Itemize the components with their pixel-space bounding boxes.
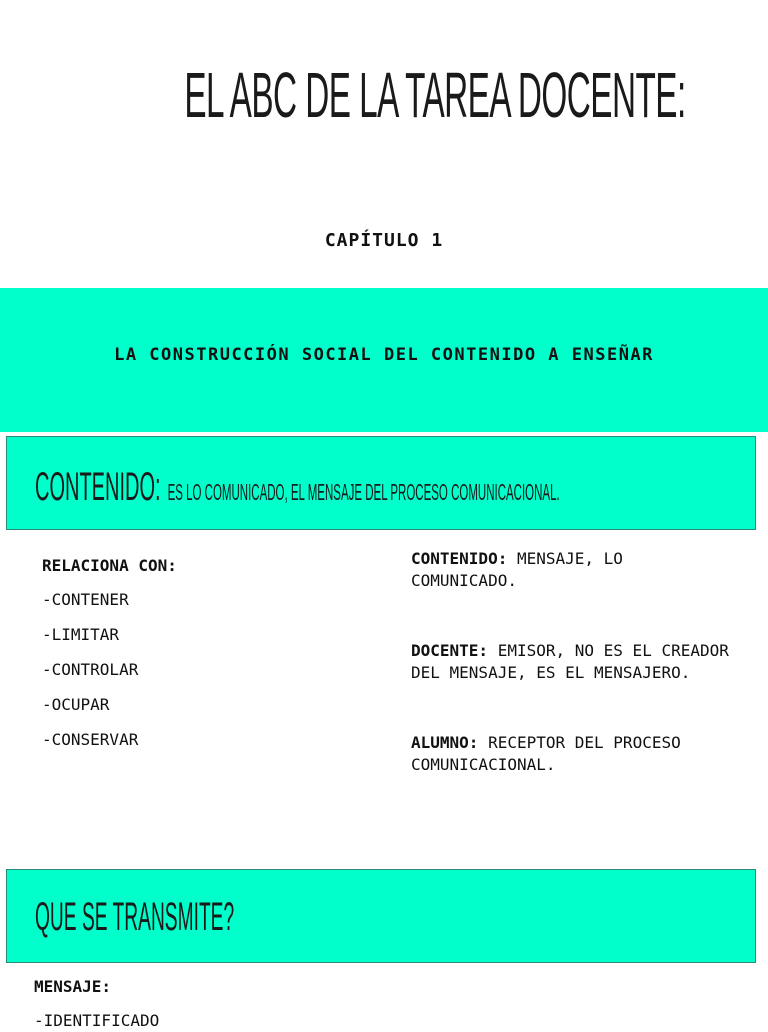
banner-text: LA CONSTRUCCIÓN SOCIAL DEL CONTENIDO A ENSEÑAR xyxy=(114,345,654,365)
section-contenido-title: CONTENIDO: xyxy=(35,465,161,509)
definition-text: EMISOR, NO ES EL CREADOR DEL MENSAJE, ES EL MENSAJERO. xyxy=(411,641,729,682)
relations-heading: RELACIONA CON: xyxy=(42,556,177,575)
definition-text: RECEPTOR DEL PROCESO COMUNICACIONAL. xyxy=(411,733,681,774)
section-contenido-heading xyxy=(35,465,560,510)
definition-text: MENSAJE, LO COMUNICADO. xyxy=(411,549,623,590)
list-item: -CONTENER xyxy=(42,590,129,609)
definition-term: CONTENIDO: xyxy=(411,549,508,568)
list-item: -IDENTIFICADO xyxy=(34,1011,160,1030)
definition-docente xyxy=(411,640,731,684)
section-transmite-title: QUE SE TRANSMITE? xyxy=(35,895,235,939)
list-item: -OCUPAR xyxy=(42,695,110,714)
relations-list xyxy=(42,556,177,765)
chapter-label: CAPÍTULO 1 xyxy=(324,230,444,251)
definition-contenido xyxy=(411,548,731,592)
list-item: -CONSERVAR xyxy=(42,730,139,749)
definition-term: DOCENTE: xyxy=(411,641,489,660)
list-item: -CONTROLAR xyxy=(42,660,139,679)
definitions-list xyxy=(411,548,731,824)
page-title: EL ABC DE LA TAREA DOCENTE: xyxy=(184,59,686,131)
section-transmite-heading xyxy=(35,895,234,940)
definition-term: ALUMNO: xyxy=(411,733,479,752)
section-transmite-box xyxy=(6,869,756,963)
section-contenido-subtitle: ES LO COMUNICADO, EL MENSAJE DEL PROCESO COMUNICACIONAL. xyxy=(167,479,560,505)
message-heading: MENSAJE: xyxy=(34,977,112,996)
section-contenido-box xyxy=(6,436,756,530)
list-item: -LIMITAR xyxy=(42,625,120,644)
definition-alumno xyxy=(411,732,731,776)
